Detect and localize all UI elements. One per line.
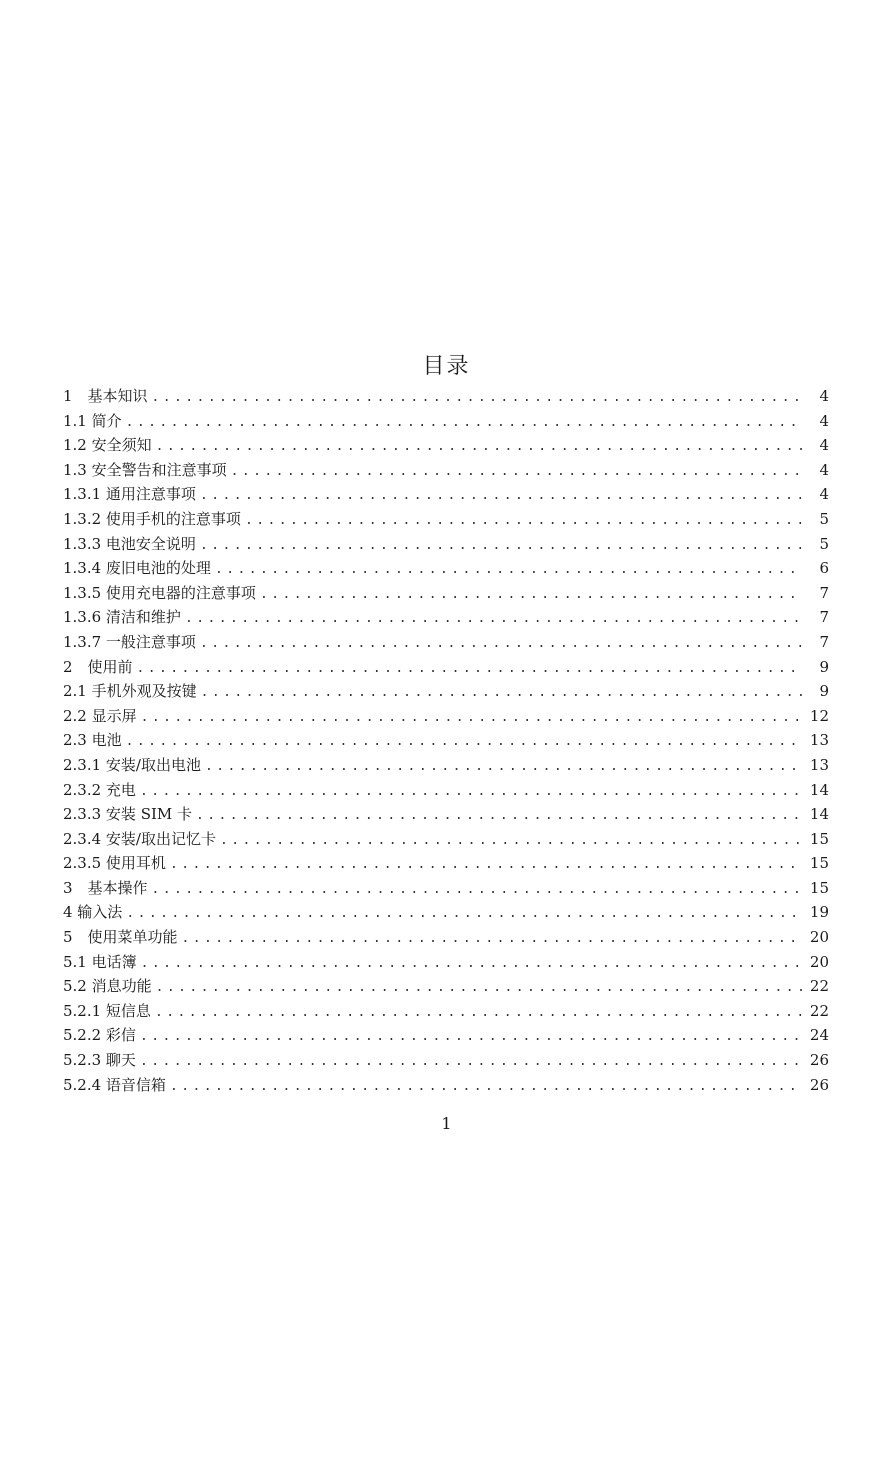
toc-entry[interactable] — [63, 630, 829, 655]
toc-entry-page: 22 — [809, 977, 829, 996]
toc-entry-label: 1.3.5 使用充电器的注意事项 — [63, 583, 256, 602]
toc-entry[interactable] — [63, 778, 829, 803]
toc-dot-leader — [205, 755, 803, 780]
toc-entry[interactable] — [63, 655, 829, 680]
toc-entry[interactable] — [63, 827, 829, 852]
toc-entry-label: 2.3 电池 — [63, 731, 122, 750]
toc-entry[interactable] — [63, 532, 829, 557]
toc-dot-leader — [245, 509, 803, 534]
toc-entry-label: 1.3.3 电池安全说明 — [63, 534, 196, 553]
toc-dot-leader — [185, 607, 803, 632]
toc-entry-page: 26 — [809, 1075, 829, 1094]
toc-dot-leader — [182, 927, 803, 952]
toc-entry[interactable] — [63, 1073, 829, 1098]
toc-entry[interactable] — [63, 728, 829, 753]
page-title: 目录 — [422, 354, 471, 379]
toc-dot-leader — [215, 558, 803, 583]
toc-entry-label: 5.2 消息功能 — [63, 977, 152, 996]
toc-entry-label: 5.2.1 短信息 — [63, 1001, 151, 1020]
toc-entry-label: 2 使用前 — [63, 657, 133, 676]
toc-entry[interactable] — [63, 581, 829, 606]
toc-entry[interactable] — [63, 507, 829, 532]
toc-dot-leader — [201, 681, 803, 706]
toc-entry[interactable] — [63, 851, 829, 876]
toc-dot-leader — [152, 878, 803, 903]
toc-dot-leader — [140, 780, 803, 805]
toc-entry-page: 7 — [819, 608, 829, 627]
toc-entry-page: 14 — [809, 780, 829, 799]
toc-entry[interactable] — [63, 1048, 829, 1073]
toc-entry-label: 1.3.2 使用手机的注意事项 — [63, 509, 241, 528]
toc-dot-leader — [141, 706, 803, 731]
toc-entry-label: 1.2 安全须知 — [63, 436, 152, 455]
toc-entry[interactable] — [63, 409, 829, 434]
toc-entry-label: 1.3 安全警告和注意事项 — [63, 460, 227, 479]
toc-dot-leader — [231, 460, 803, 485]
toc-entry-page: 4 — [819, 411, 829, 430]
toc-entry-label: 1.3.7 一般注意事项 — [63, 632, 196, 651]
toc-entry[interactable] — [63, 482, 829, 507]
toc-entry-page: 13 — [809, 755, 829, 774]
toc-dot-leader — [126, 902, 803, 927]
toc-entry-page: 4 — [819, 485, 829, 504]
toc-entry-page: 24 — [809, 1026, 829, 1045]
toc-entry[interactable] — [63, 999, 829, 1024]
toc-entry-label: 1.3.6 清洁和维护 — [63, 608, 181, 627]
toc-dot-leader — [140, 1025, 803, 1050]
toc-dot-leader — [200, 534, 803, 559]
toc-entry-page: 12 — [809, 706, 829, 725]
toc-entry-label: 2.3.2 充电 — [63, 780, 136, 799]
toc-entry-page: 20 — [809, 928, 829, 947]
toc-entry-page: 19 — [809, 903, 829, 922]
table-of-contents — [63, 384, 829, 1097]
toc-entry-page: 5 — [819, 534, 829, 553]
toc-entry-label: 1 基本知识 — [63, 387, 148, 405]
toc-dot-leader — [155, 1001, 803, 1026]
toc-entry-label: 1.1 简介 — [63, 411, 122, 430]
toc-dot-leader — [140, 1050, 803, 1075]
toc-dot-leader — [152, 386, 803, 411]
toc-dot-leader — [126, 730, 803, 755]
toc-entry[interactable] — [63, 679, 829, 704]
toc-entry-page: 15 — [809, 878, 829, 897]
toc-entry-label: 4 输入法 — [63, 903, 123, 922]
toc-entry[interactable] — [63, 876, 829, 901]
toc-entry-label: 2.3.5 使用耳机 — [63, 854, 166, 873]
toc-dot-leader — [220, 829, 803, 854]
toc-entry-page: 22 — [809, 1001, 829, 1020]
toc-entry-label: 5.2.2 彩信 — [63, 1026, 136, 1045]
page-number: 1 — [441, 1114, 452, 1133]
toc-entry[interactable] — [63, 925, 829, 950]
toc-dot-leader — [170, 1075, 803, 1100]
toc-entry-page: 7 — [819, 632, 829, 651]
toc-entry[interactable] — [63, 753, 829, 778]
toc-dot-leader — [141, 952, 803, 977]
toc-entry-label: 5 使用菜单功能 — [63, 928, 178, 947]
toc-entry-page: 6 — [819, 559, 829, 578]
toc-entry[interactable] — [63, 556, 829, 581]
toc-entry-page: 15 — [809, 829, 829, 848]
toc-entry-page: 26 — [809, 1051, 829, 1070]
toc-entry-page: 5 — [819, 509, 829, 528]
toc-entry-label: 2.3.3 安装 SIM 卡 — [63, 805, 193, 824]
toc-dot-leader — [170, 853, 803, 878]
toc-entry-page: 9 — [819, 682, 829, 701]
toc-entry-page: 7 — [819, 583, 829, 602]
toc-dot-leader — [200, 632, 803, 657]
toc-dot-leader — [137, 657, 803, 682]
toc-entry-label: 3 基本操作 — [63, 878, 148, 897]
toc-entry-label: 2.3.1 安装/取出电池 — [63, 755, 201, 774]
toc-entry-label: 2.3.4 安装/取出记忆卡 — [63, 829, 216, 848]
toc-entry-page: 13 — [809, 731, 829, 750]
toc-entry[interactable] — [63, 950, 829, 975]
toc-entry-label: 2.1 手机外观及按键 — [63, 682, 197, 701]
toc-entry-page: 4 — [819, 387, 829, 405]
toc-dot-leader — [260, 583, 803, 608]
toc-entry-page: 9 — [819, 657, 829, 676]
toc-entry-page: 4 — [819, 436, 829, 455]
toc-entry-page: 20 — [809, 952, 829, 971]
toc-entry-label: 1.3.1 通用注意事项 — [63, 485, 196, 504]
toc-entry-label: 5.2.3 聊天 — [63, 1051, 136, 1070]
toc-dot-leader — [196, 804, 803, 829]
toc-entry-label: 5.1 电话簿 — [63, 952, 137, 971]
toc-dot-leader — [156, 435, 803, 460]
toc-dot-leader — [126, 411, 803, 436]
toc-dot-leader — [200, 484, 803, 509]
toc-entry[interactable] — [63, 704, 829, 729]
toc-entry-page: 4 — [819, 460, 829, 479]
toc-dot-leader — [156, 976, 803, 1001]
toc-entry[interactable] — [63, 384, 829, 409]
toc-entry[interactable] — [63, 974, 829, 999]
toc-entry-label: 2.2 显示屏 — [63, 706, 137, 725]
toc-entry-page: 15 — [809, 854, 829, 873]
toc-entry[interactable] — [63, 1023, 829, 1048]
toc-entry[interactable] — [63, 802, 829, 827]
toc-entry[interactable] — [63, 605, 829, 630]
toc-entry-page: 14 — [809, 805, 829, 824]
toc-entry-label: 1.3.4 废旧电池的处理 — [63, 559, 211, 578]
toc-entry[interactable] — [63, 458, 829, 483]
toc-entry-label: 5.2.4 语音信箱 — [63, 1075, 166, 1094]
toc-entry[interactable] — [63, 900, 829, 925]
toc-entry[interactable] — [63, 433, 829, 458]
